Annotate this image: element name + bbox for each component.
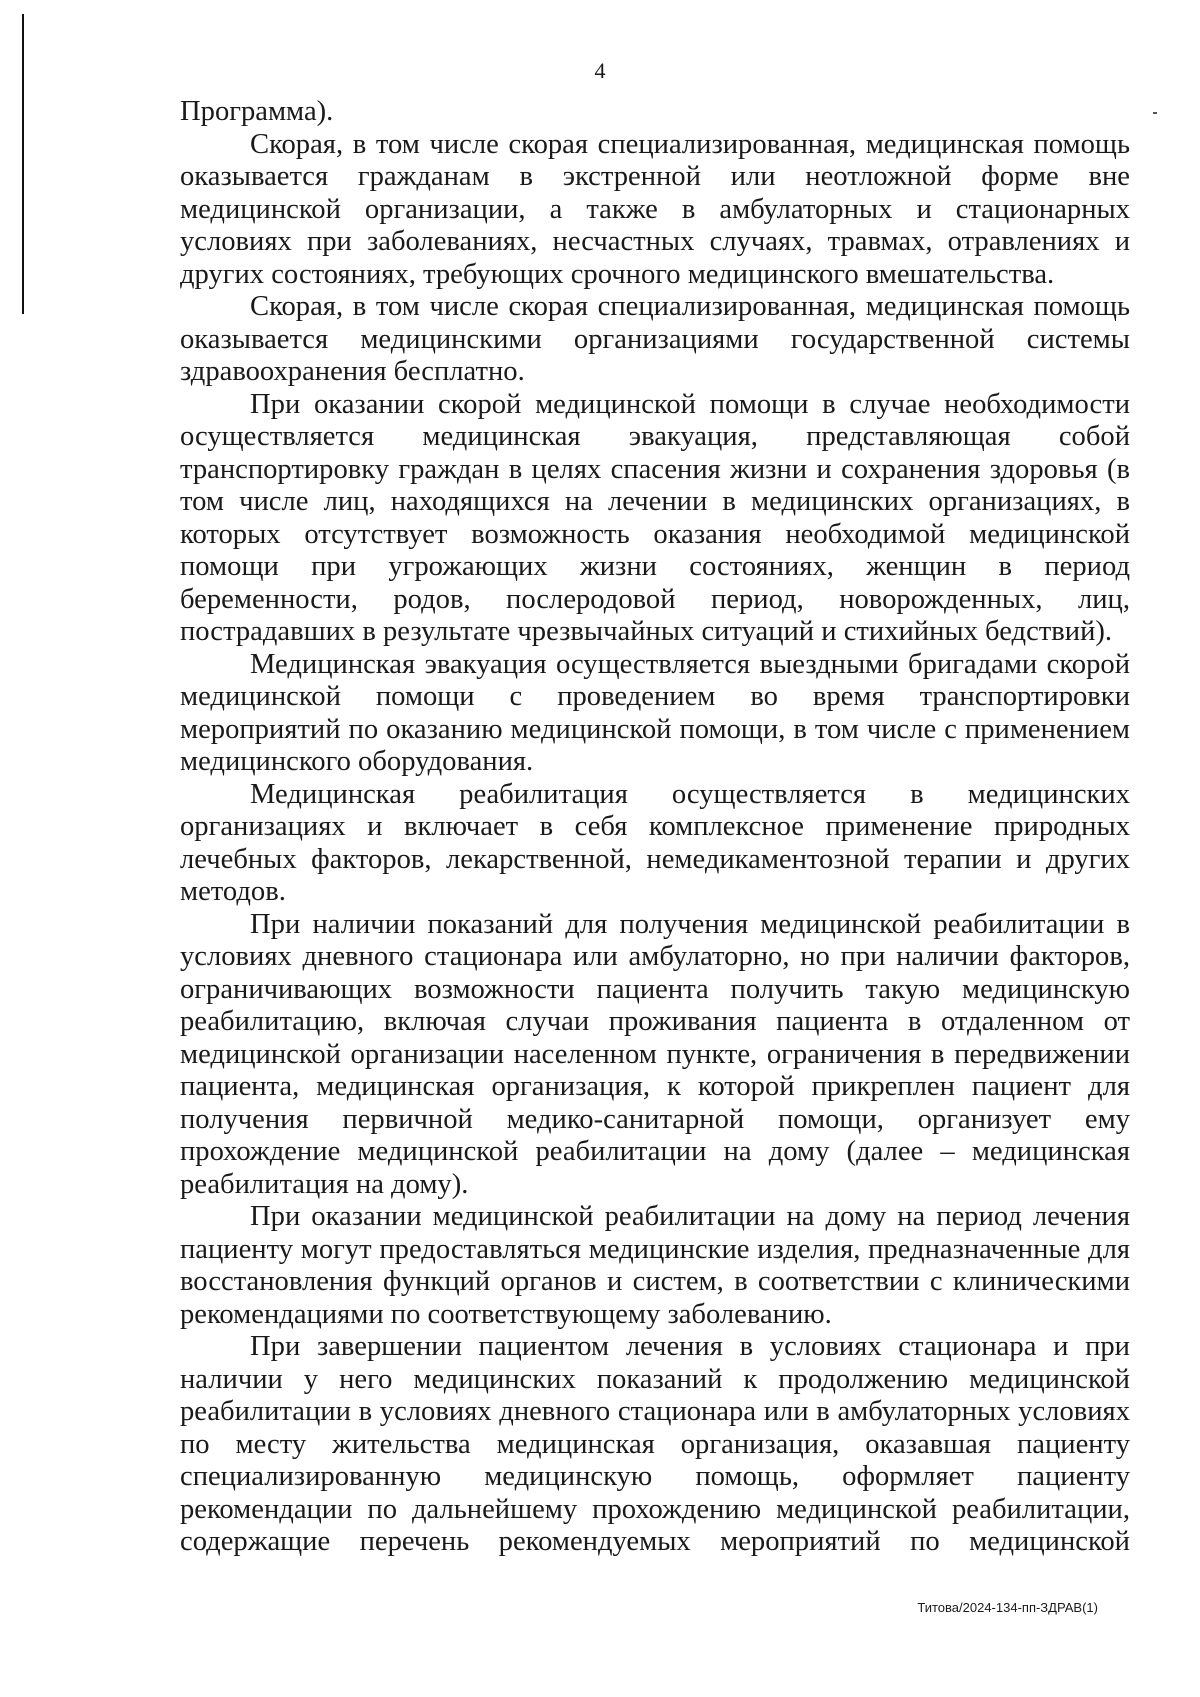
paragraph-medical-devices: При оказании медицинской реабилитации на дому на период лечения пациенту могут предоставляться медицинские изделия, предназначенные для восстановления функций органов и систем, в соответствии с клиническими рекомендациями по соответствующему заболеванию.	[180, 1201, 1130, 1330]
paragraph-emergency-care: Скорая, в том числе скорая специализированная, медицинская помощь оказывается гражданам в экстренной или неотложной форме вне медицинской организации, а также в амбулаторных и стационарных условиях при заболеваниях, несчастных случаях, травмах, отравлениях и других состояниях, требующих срочного медицинского вмешательства.	[180, 128, 1130, 290]
paragraph-medical-evacuation: При оказании скорой медицинской помощи в случае необходимости осуществляется медицинская эвакуация, представляющая собой транспортировку граждан в целях спасения жизни и сохранения здоровья (в том числе лиц, находящихся на лечении в медицинских организациях, в которых отсутствует возможность оказания необходимой медицинской помощи при угрожающих жизни состояниях, женщин в период беременности, родов, послеродовой период, новорожденных, лиц, пострадавших в результате чрезвычайных ситуаций и стихийных бедствий).	[180, 388, 1130, 647]
paragraph-home-rehabilitation: При наличии показаний для получения медицинской реабилитации в условиях дневного стационара или амбулаторно, но при наличии факторов, ограничивающих возможности пациента получить такую медицинскую реабилитацию, включая случаи проживания пациента в отдаленном от медицинской организации населенном пункте, ограничения в передвижении пациента, медицинская организация, к которой прикреплен пациент для получения первичной медико-санитарной помощи, организует ему прохождение медицинской реабилитации на дому (далее – медицинская реабилитация на дому).	[180, 908, 1130, 1200]
paragraph-emergency-free: Скорая, в том числе скорая специализированная, медицинская помощь оказывается медицинскими организациями государственной системы здравоохранения бесплатно.	[180, 291, 1130, 387]
scan-speck	[1153, 112, 1157, 114]
paragraph-continuation: Программа).	[180, 96, 334, 127]
footer-document-id: Титова/2024-134-пп-ЗДРАВ(1)	[917, 1600, 1098, 1615]
paragraph-discharge-recommendations: При завершении пациентом лечения в условиях стационара и при наличии у него медицинских показаний к продолжению медицинской реабилитации в условиях дневного стационара или в амбулаторных условиях по месту жительства медицинская организация, оказавшая пациенту специализированную медицинскую помощь, оформляет пациенту рекомендации по дальнейшему прохождению медицинской реабилитации, содержащие перечень рекомендуемых мероприятий по медицинской	[180, 1331, 1130, 1557]
page-number: 4	[594, 58, 606, 83]
body-text	[180, 96, 1130, 1559]
paragraph-rehabilitation: Медицинская реабилитация осуществляется в медицинских организациях и включает в себя комплексное применение природных лечебных факторов, лекарственной, немедикаментозной терапии и других методов.	[180, 778, 1130, 907]
paragraph-evacuation-teams: Медицинская эвакуация осуществляется выездными бригадами скорой медицинской помощи с проведением во время транспортировки мероприятий по оказанию медицинской помощи, в том числе с применением медицинского оборудования.	[180, 648, 1130, 777]
